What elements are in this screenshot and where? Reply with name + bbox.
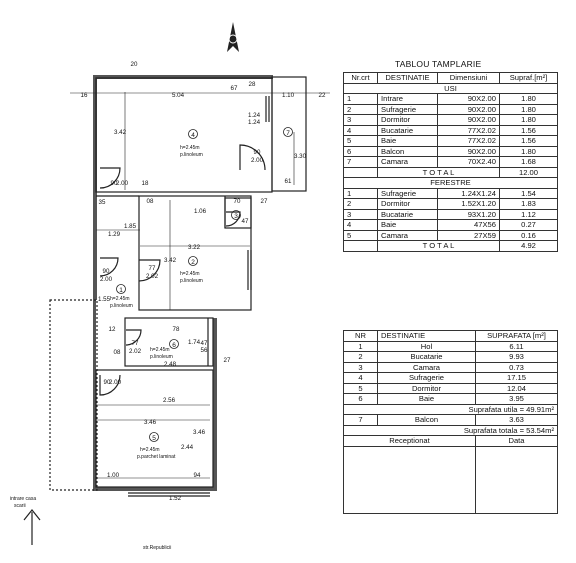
cell-sup: 1.12	[500, 209, 558, 220]
suprafata-utila: Suprafata utila = 49.91m²	[344, 404, 558, 415]
utila-row	[344, 404, 558, 415]
floor-1: p.linoleum	[110, 303, 133, 309]
dim-16: 16	[80, 92, 88, 99]
cell-dim: 70X2.40	[438, 157, 500, 168]
cell-sup: 1.68	[500, 157, 558, 168]
street-label: str.Republicii	[143, 545, 172, 551]
outer-wall-right-lower	[213, 318, 217, 490]
dim-27: 27	[260, 198, 268, 205]
dim-256: 2.56	[162, 397, 176, 404]
north-arrow-icon	[227, 22, 239, 52]
entrance-label-2: scarii	[14, 503, 26, 509]
dim-67: 67	[230, 85, 238, 92]
cell-dest: Sufragerie	[378, 188, 438, 199]
dim-22: 22	[318, 92, 326, 99]
dim-100: 1.00	[106, 472, 120, 479]
dim-200c: 2.00	[99, 276, 113, 283]
cell-sup: 1.80	[500, 115, 558, 126]
table-row	[344, 209, 558, 220]
entrance-label-1: intrare casa	[10, 496, 37, 502]
dim-200a: 2.00	[250, 157, 264, 164]
cell-dest: Bucatarie	[378, 125, 438, 136]
cell-nr: 2	[344, 104, 378, 115]
dim-70: 70	[233, 198, 241, 205]
ferestre-total-label: T O T A L	[378, 241, 500, 252]
dim-202a: 2.02	[145, 273, 159, 280]
cell-sup: 1.80	[500, 104, 558, 115]
room-num-6: 6	[172, 342, 176, 349]
ferestre-section-row	[344, 178, 558, 189]
dim-200d: 2.00	[108, 379, 122, 386]
dim-18: 18	[141, 180, 149, 187]
cell-nr: 1	[344, 94, 378, 105]
floor-2: p.linoleum	[180, 278, 203, 284]
table-row	[344, 394, 558, 405]
dim-124b: 1.24	[247, 119, 261, 126]
floor-6: p.linoleum	[150, 354, 173, 360]
table-row	[344, 362, 558, 373]
dim-77a: 77	[148, 265, 156, 272]
cell-nr: 3	[344, 209, 378, 220]
dim-202b: 2.02	[128, 348, 142, 355]
cell-sup: 1.56	[500, 136, 558, 147]
areas-table	[343, 330, 558, 514]
cell-dim: 77X2.02	[438, 125, 500, 136]
dim-152: 1.52	[168, 495, 182, 502]
dim-346b: 3.46	[192, 429, 206, 436]
floor-5: p.parchet laminat	[137, 454, 176, 460]
cell-nr: 5	[344, 230, 378, 241]
dim-174: 1.74	[187, 339, 201, 346]
th-destinatie: DESTINATIE	[378, 331, 476, 342]
data-signature-cell	[476, 446, 558, 513]
entrance-frame	[50, 300, 97, 490]
ferestre-label: FERESTRE	[344, 178, 558, 189]
receptionat-signature-cell	[344, 446, 476, 513]
cell-dim: 90X2.00	[438, 104, 500, 115]
dim-08b: 08	[113, 349, 121, 356]
cell-nr: 7	[344, 157, 378, 168]
dim-342b: 3.42	[163, 257, 177, 264]
dim-56: 56	[200, 347, 208, 354]
usi-section-row	[344, 83, 558, 94]
cell-nr: 2	[344, 199, 378, 210]
table-row	[344, 136, 558, 147]
dim-27b: 27	[223, 357, 231, 364]
dim-78: 78	[172, 326, 180, 333]
cell-sup: 0.27	[500, 220, 558, 231]
cell-sup: 0.73	[476, 362, 558, 373]
cell-dest: Bucatarie	[378, 209, 438, 220]
cell-sup: 3.95	[476, 394, 558, 405]
dim-330: 3.30	[293, 153, 307, 160]
cell-dest: Baie	[378, 394, 476, 405]
cell-dest: Bucatarie	[378, 352, 476, 363]
dim-08: 08	[146, 198, 154, 205]
ferestre-total-row	[344, 241, 558, 252]
room-num-3: 3	[234, 213, 238, 220]
table-row	[344, 104, 558, 115]
cell-nr: 5	[344, 136, 378, 147]
table-row	[344, 188, 558, 199]
th-nr: NR	[344, 331, 378, 342]
table-row	[344, 373, 558, 384]
cell-dim: 90X2.00	[438, 94, 500, 105]
dim-28: 28	[248, 81, 256, 88]
usi-total-value: 12.00	[500, 167, 558, 178]
table-row	[344, 220, 558, 231]
usi-total-label: T O T A L	[378, 167, 500, 178]
dim-110: 1.10	[281, 92, 295, 99]
cell-dest: Intrare	[378, 94, 438, 105]
room-height-2: h=2.45m	[180, 271, 200, 277]
dim-106: 1.06	[193, 208, 207, 215]
room-num-5: 5	[152, 435, 156, 442]
ferestre-total-value: 4.92	[500, 241, 558, 252]
cell-dim: 1.24X1.24	[438, 188, 500, 199]
cell-sup: 1.56	[500, 125, 558, 136]
room-num-7: 7	[286, 130, 290, 137]
floor-4: p.linoleum	[180, 152, 203, 158]
receptionat-label: Receptionat	[344, 436, 476, 447]
dim-61: 61	[284, 178, 292, 185]
room-height-4: h=2.45m	[180, 145, 200, 151]
dim-47: 47	[241, 218, 249, 225]
cell-nr: 1	[344, 188, 378, 199]
table-row	[344, 146, 558, 157]
dim-20: 20	[130, 61, 138, 68]
table-row	[344, 230, 558, 241]
dim-77b: 77	[131, 340, 139, 347]
areas-header-row	[344, 331, 558, 342]
cell-nr: 4	[344, 125, 378, 136]
receptionat-row	[344, 436, 558, 447]
cell-dest: Sufragerie	[378, 373, 476, 384]
table-row	[344, 383, 558, 394]
dim-248: 2.48	[163, 361, 177, 368]
room-num-2: 2	[191, 259, 195, 266]
outer-wall-bottom	[93, 487, 217, 491]
th-suprafata: SUPRAFATA [m²]	[476, 331, 558, 342]
dim-200b: 2.00	[115, 180, 129, 187]
room-height-6: h=2.45m	[150, 347, 170, 353]
room-height-1: h=2.45m	[110, 296, 130, 302]
dim-124: 1.24	[247, 112, 261, 119]
cell-dest: Camara	[378, 157, 438, 168]
doors-windows-table	[343, 72, 558, 252]
cell-nr: 1	[344, 341, 378, 352]
cell-sup: 12.04	[476, 383, 558, 394]
table-row	[344, 115, 558, 126]
dim-94: 94	[193, 472, 201, 479]
cell-nr: 4	[344, 220, 378, 231]
cell-dest: Camara	[378, 362, 476, 373]
doors-header-row	[344, 73, 558, 84]
cell-nr: 6	[344, 146, 378, 157]
cell-dest: Dormitor	[378, 383, 476, 394]
cell-sup: 17.15	[476, 373, 558, 384]
dim-47b: 47	[200, 340, 208, 347]
table-row	[344, 199, 558, 210]
cell-dest: Balcon	[378, 146, 438, 157]
room-num-4: 4	[191, 132, 195, 139]
cell-dest: Baie	[378, 220, 438, 231]
th-suprafata: Supraf.[m²]	[500, 73, 558, 84]
cell-sup: 1.83	[500, 199, 558, 210]
cell-nr: 6	[344, 394, 378, 405]
dim-12: 12	[108, 326, 116, 333]
cell-sup: 1.54	[500, 188, 558, 199]
dim-129: 1.29	[107, 231, 121, 238]
cell-nr: 5	[344, 383, 378, 394]
cell-dim: 27X59	[438, 230, 500, 241]
cell-sup: 9.93	[476, 352, 558, 363]
cell-nr: 2	[344, 352, 378, 363]
usi-label: USI	[344, 83, 558, 94]
table-row	[344, 125, 558, 136]
dim-155: 1.55	[97, 296, 111, 303]
table-row	[344, 341, 558, 352]
cell-dest: Balcon	[378, 415, 476, 426]
dim-504: 5.04	[171, 92, 185, 99]
cell-sup: 6.11	[476, 341, 558, 352]
th-destinatie: DESTINATIE	[378, 73, 438, 84]
cell-dim: 77X2.02	[438, 136, 500, 147]
dim-342a: 3.42	[113, 129, 127, 136]
dim-90d: 90	[103, 379, 111, 386]
cell-dest: Dormitor	[378, 115, 438, 126]
cell-dim: 90X2.00	[438, 115, 500, 126]
cell-dim: 90X2.00	[438, 146, 500, 157]
cell-dim: 47X56	[438, 220, 500, 231]
dim-185: 1.85	[123, 223, 137, 230]
th-dimensiuni: Dimensiuni	[438, 73, 500, 84]
cell-nr: 3	[344, 362, 378, 373]
dim-90a: 90	[253, 149, 261, 156]
dim-322: 3.22	[187, 244, 201, 251]
cell-nr: 7	[344, 415, 378, 426]
cell-nr: 4	[344, 373, 378, 384]
table-row	[344, 94, 558, 105]
cell-dim: 93X1.20	[438, 209, 500, 220]
cell-dest: Hol	[378, 341, 476, 352]
room-num-1: 1	[119, 287, 123, 294]
doors-table-title: TABLOU TAMPLARIE	[395, 59, 482, 69]
signature-row	[344, 446, 558, 513]
cell-dest: Camara	[378, 230, 438, 241]
cell-sup: 1.80	[500, 94, 558, 105]
cell-dest: Dormitor	[378, 199, 438, 210]
th-nrcrt: Nr.crt	[344, 73, 378, 84]
suprafata-totala: Suprafata totala = 53.54m²	[344, 425, 558, 436]
table-row	[344, 352, 558, 363]
table-row	[344, 157, 558, 168]
cell-sup: 0.16	[500, 230, 558, 241]
table-row	[344, 415, 558, 426]
dim-244: 2.44	[180, 444, 194, 451]
dim-90c: 90	[102, 268, 110, 275]
cell-dim: 1.52X1.20	[438, 199, 500, 210]
totala-row	[344, 425, 558, 436]
cell-sup: 3.63	[476, 415, 558, 426]
usi-total-row	[344, 167, 558, 178]
cell-dest: Sufragerie	[378, 104, 438, 115]
cell-nr: 3	[344, 115, 378, 126]
dim-35: 35	[98, 199, 106, 206]
dim-346a: 3.46	[143, 419, 157, 426]
dim-90b: 90	[110, 180, 118, 187]
room-height-5: h=2.45m	[140, 447, 160, 453]
cell-dest: Baie	[378, 136, 438, 147]
cell-sup: 1.80	[500, 146, 558, 157]
data-label: Data	[476, 436, 558, 447]
